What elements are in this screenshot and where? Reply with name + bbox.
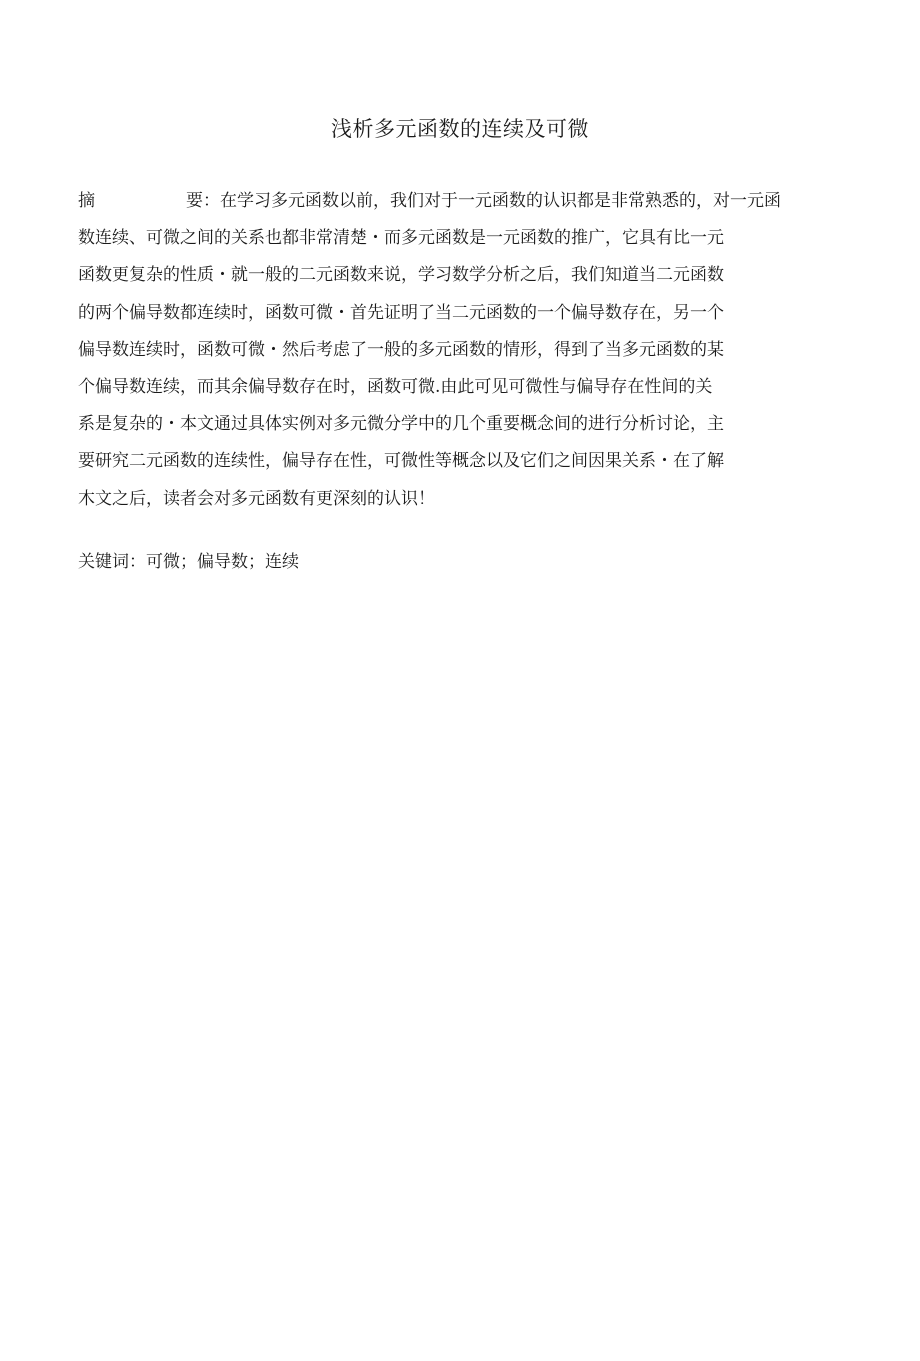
abstract-label-first: 摘 — [78, 191, 95, 211]
abstract-line: 个偏导数连续，而其余偏导数存在时，函数可微.由此可见可微性与偏导存在性间的关 — [78, 376, 713, 397]
abstract-line: 数连续、可微之间的关系也都非常清楚・而多元函数是一元函数的推广，它具有比一元 — [78, 228, 724, 249]
abstract-line: 函数更复杂的性质・就一般的二元函数来说，学习数学分析之后，我们知道当二元函数 — [78, 265, 724, 286]
abstract-line — [78, 183, 868, 220]
abstract-text: 在学习多元函数以前，我们对于一元函数的认识都是非常熟悉的，对一元函 — [220, 191, 781, 211]
keywords-line: 关键词：可微；偏导数；连续 — [78, 552, 299, 572]
abstract-line: 偏导数连续时，函数可微・然后考虑了一般的多元函数的情形，得到了当多元函数的某 — [78, 339, 724, 360]
abstract-section — [78, 183, 868, 518]
abstract-line: 的两个偏导数都连续时，函数可微・首先证明了当二元函数的一个偏导数存在，另一个 — [78, 302, 724, 323]
abstract-line: 要研究二元函数的连续性，偏导存在性，可微性等概念以及它们之间因果关系・在了解 — [78, 451, 724, 472]
document-title: 浅析多元函数的连续及可微 — [331, 117, 589, 141]
abstract-line: 系是复杂的・本文通过具体实例对多元微分学中的几个重要概念间的进行分析讨论，主 — [78, 414, 724, 435]
abstract-line: 木文之后，读者会对多元函数有更深刻的认识！ — [78, 488, 435, 509]
abstract-label-second: 要： — [186, 191, 220, 211]
